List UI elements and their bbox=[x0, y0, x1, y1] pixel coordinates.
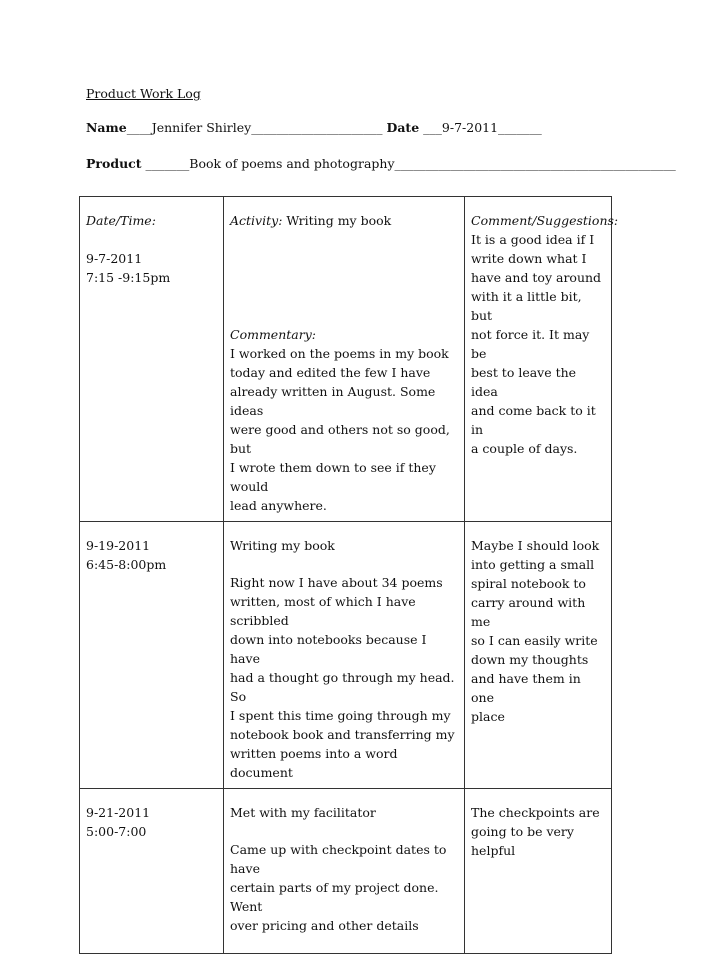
comment-line: down my thoughts bbox=[471, 652, 589, 667]
comment-line: carry around with me bbox=[471, 595, 586, 629]
comment-cell bbox=[465, 789, 612, 954]
product-label: Product bbox=[86, 156, 142, 171]
comment-line: have and toy around bbox=[471, 270, 602, 285]
comment-label: Comment/Suggestions: bbox=[471, 213, 619, 228]
entry-time: 5:00-7:00 bbox=[86, 824, 147, 839]
entry-time: 7:15 -9:15pm bbox=[86, 270, 171, 285]
comment-line: with it a little bit, but bbox=[471, 289, 582, 323]
commentary-line: I spent this time going through my bbox=[230, 708, 451, 723]
commentary-line: notebook book and transferring my bbox=[230, 727, 455, 742]
comment-line: The checkpoints are bbox=[471, 805, 600, 820]
commentary-line: I worked on the poems in my book bbox=[230, 346, 449, 361]
date-cell bbox=[80, 197, 224, 522]
date-cell bbox=[80, 789, 224, 954]
commentary-line: certain parts of my project done. Went bbox=[230, 880, 439, 914]
entry-date: 9-21-2011 bbox=[86, 805, 151, 820]
commentary-line: lead anywhere. bbox=[230, 498, 327, 513]
table-row bbox=[80, 197, 612, 522]
commentary-line: I wrote them down to see if they would bbox=[230, 460, 436, 494]
comment-line: and have them in one bbox=[471, 671, 581, 705]
comment-line: not force it. It may be bbox=[471, 327, 590, 361]
comment-line: It is a good idea if I bbox=[471, 232, 595, 247]
entry-time: 6:45-8:00pm bbox=[86, 557, 167, 572]
page-title: Product Work Log bbox=[86, 86, 201, 101]
comment-line: place bbox=[471, 709, 505, 724]
name-label: Name bbox=[86, 120, 127, 135]
activity-text: Writing my book bbox=[230, 538, 335, 553]
activity-label: Activity: bbox=[230, 213, 283, 228]
table-row bbox=[80, 522, 612, 789]
commentary-line: over pricing and other details bbox=[230, 918, 419, 933]
work-log-table bbox=[79, 196, 619, 954]
name-line bbox=[86, 120, 542, 135]
date-value: ___9-7-2011_______ bbox=[423, 120, 542, 135]
comment-line: write down what I bbox=[471, 251, 587, 266]
product-value: _______Book of poems and photography_____________________________________________ bbox=[145, 156, 676, 171]
activity-cell bbox=[224, 197, 465, 522]
commentary-line: down into notebooks because I have bbox=[230, 632, 427, 666]
activity-text: Writing my book bbox=[286, 213, 392, 228]
comment-cell bbox=[465, 522, 612, 789]
comment-line: and come back to it in bbox=[471, 403, 596, 437]
commentary-line: already written in August. Some ideas bbox=[230, 384, 436, 418]
activity-text: Met with my facilitator bbox=[230, 805, 376, 820]
activity-cell bbox=[224, 522, 465, 789]
comment-line: spiral notebook to bbox=[471, 576, 586, 591]
comment-line: helpful bbox=[471, 843, 516, 858]
table-row bbox=[80, 789, 612, 954]
commentary-line: were good and others not so good, but bbox=[230, 422, 450, 456]
entry-date: 9-19-2011 bbox=[86, 538, 151, 553]
product-line bbox=[86, 156, 676, 171]
comment-line: into getting a small bbox=[471, 557, 595, 572]
commentary-line: Came up with checkpoint dates to have bbox=[230, 842, 447, 876]
commentary-line: Right now I have about 34 poems bbox=[230, 575, 443, 590]
comment-line: so I can easily write bbox=[471, 633, 598, 648]
commentary-line: today and edited the few I have bbox=[230, 365, 431, 380]
date-time-label: Date/Time: bbox=[86, 213, 156, 228]
comment-line: best to leave the idea bbox=[471, 365, 577, 399]
comment-line: Maybe I should look bbox=[471, 538, 600, 553]
commentary-line: written poems into a word document bbox=[230, 746, 398, 780]
comment-line: going to be very bbox=[471, 824, 574, 839]
commentary-line: written, most of which I have scribbled bbox=[230, 594, 416, 628]
date-cell bbox=[80, 522, 224, 789]
entry-date: 9-7-2011 bbox=[86, 251, 143, 266]
name-value: ____Jennifer Shirley_____________________ bbox=[126, 120, 383, 135]
date-label: Date bbox=[386, 120, 420, 135]
commentary-label: Commentary: bbox=[230, 327, 316, 342]
comment-line: a couple of days. bbox=[471, 441, 578, 456]
activity-cell bbox=[224, 789, 465, 954]
commentary-line: had a thought go through my head. So bbox=[230, 670, 455, 704]
comment-cell bbox=[465, 197, 619, 522]
